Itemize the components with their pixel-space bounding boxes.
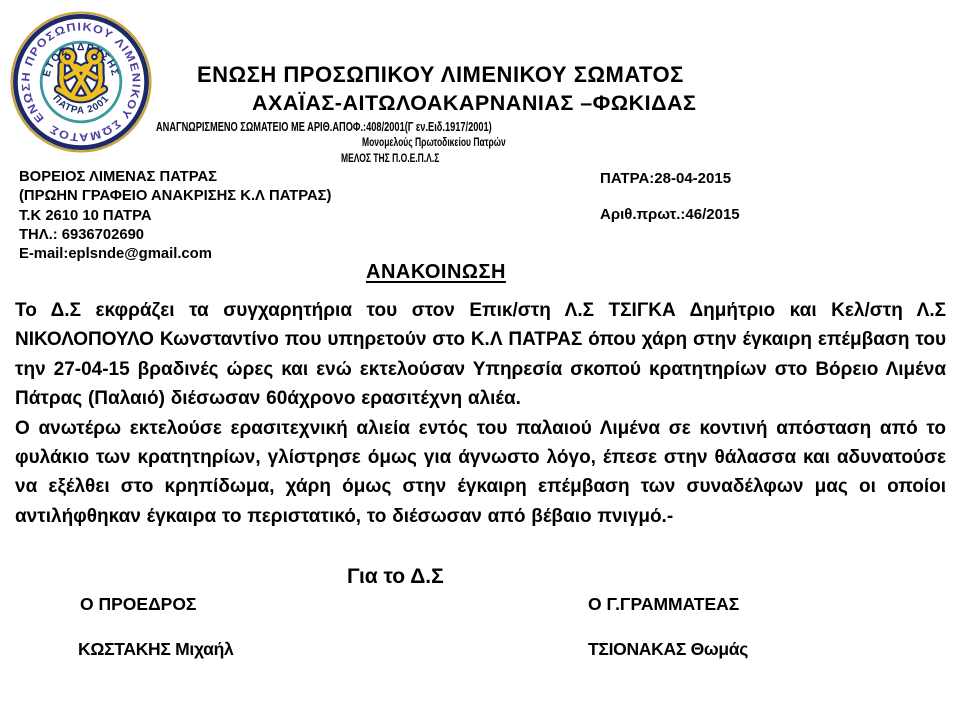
- org-name-line1: ΕΝΩΣΗ ΠΡΟΣΩΠΙΚΟΥ ΛΙΜΕΝΙΚΟΥ ΣΩΜΑΤΟΣ: [197, 62, 684, 87]
- address-line-2: (ΠΡΩΗΝ ΓΡΑΦΕΙΟ ΑΝΑΚΡΙΣΗΣ Κ.Λ ΠΑΤΡΑΣ): [19, 188, 332, 205]
- address-line-1: ΒΟΡΕΙΟΣ ΛΙΜΕΝΑΣ ΠΑΤΡΑΣ: [19, 169, 218, 185]
- org-member-line: [341, 153, 474, 165]
- org-registration-text: ΑΝΑΓΝΩΡΙΣΜΕΝΟ ΣΩΜΑΤΕΙΟ ΜΕ ΑΡΙΘ.ΑΠΟΦ.:408/2001(Γ εν.Ειδ.1917/2001): [156, 120, 492, 134]
- address-line-3: Τ.Κ 2610 10 ΠΑΤΡΑ: [19, 207, 152, 224]
- secretary-role-label: Ο Γ.ΓΡΑΜΜΑΤΕΑΣ: [588, 594, 740, 614]
- org-court-text: Μονομελούς Πρωτοδικείου Πατρών: [362, 137, 506, 149]
- seal-ring-text: ΕΝΩΣΗ ΠΡΟΣΩΠΙΚΟΥ ΛΙΜΕΝΙΚΟΥ ΣΩΜΑΤΟΣ: [20, 21, 142, 143]
- city-date: ΠΑΤΡΑ:28-04-2015: [600, 170, 732, 187]
- president-name: ΚΩΣΤΑΚΗΣ Μιχαήλ: [78, 639, 234, 659]
- org-name-line2: ΑΧΑΪΑΣ-ΑΙΤΩΛΟΑΚΑΡΝΑΝΙΑΣ –ΦΩΚΙΔΑΣ: [252, 91, 697, 115]
- seal-inner-bottom-text: ΠΑΤΡΑ 2001: [50, 93, 112, 117]
- protocol-number: Αριθ.πρωτ.:46/2015: [600, 206, 740, 223]
- signature-for-board: Για το Δ.Σ: [347, 565, 444, 588]
- union-seal-logo: [6, 6, 156, 158]
- email-line: E-mail:eplsnde@gmail.com: [19, 246, 212, 263]
- contact-block: [19, 168, 331, 264]
- body-paragraph-1: Το Δ.Σ εκφράζει τα συγχαρητήρια του στον Επικ/στη Λ.Σ ΤΣΙΓΚΑ Δημήτριο και Κελ/στη Λ.Σ ΝΙΚΟΛΟΠΟΥΛΟ Κωνσταντίνο που υπηρετούν στο Κ.Λ ΠΑΤΡΑΣ όπου χάρη στην έγκαιρη επέμβαση του την 27-04-15 βραδινές ώρες και ενώ εκτελούσαν Υπηρεσία σκοπού κρατητηρίων στο Βόρειο Λιμένα Πάτρας (Παλαιό) διέσωσαν 60άχρονο ερασιτέχνη αλιέα.: [15, 300, 946, 410]
- secretary-name: ΤΣΙΟΝΑΚΑΣ Θωμάς: [588, 639, 749, 659]
- seal-inner-top-text: ΕΤΟΣ ΙΔΡΥΣΗΣ: [41, 42, 121, 79]
- body-paragraph-2: Ο ανωτέρω εκτελούσε ερασιτεχνική αλιεία εντός του παλαιού Λιμένα σε κοντινή απόσταση από το φυλάκιο των κρατητηρίων, γλίστρησε όμως για άγνωστο λόγο, έπεσε στην θάλασσα και αδυνατούσε να εξέλθει στο κρηπίδωμα, χάρη όμως στην έγκαιρη επέμβαση των συναδέλφων μας οι οποίοι αντιλήφθηκαν έγκαιρα το περιστατικό, το διέσωσαν από βέβαιο πνιγμό.-: [15, 417, 946, 527]
- phone-line: ΤΗΛ.: 6936702690: [19, 226, 145, 243]
- org-registration-line: [156, 120, 610, 134]
- document-body: [15, 296, 946, 531]
- president-role-label: Ο ΠΡΟΕΔΡΟΣ: [80, 594, 197, 614]
- org-court-line: [362, 137, 556, 149]
- document-title: ΑΝΑΚΟΙΝΩΣΗ: [366, 261, 506, 283]
- org-member-text: ΜΕΛΟΣ ΤΗΣ Π.Ο.Ε.Π.Λ.Σ: [341, 153, 440, 165]
